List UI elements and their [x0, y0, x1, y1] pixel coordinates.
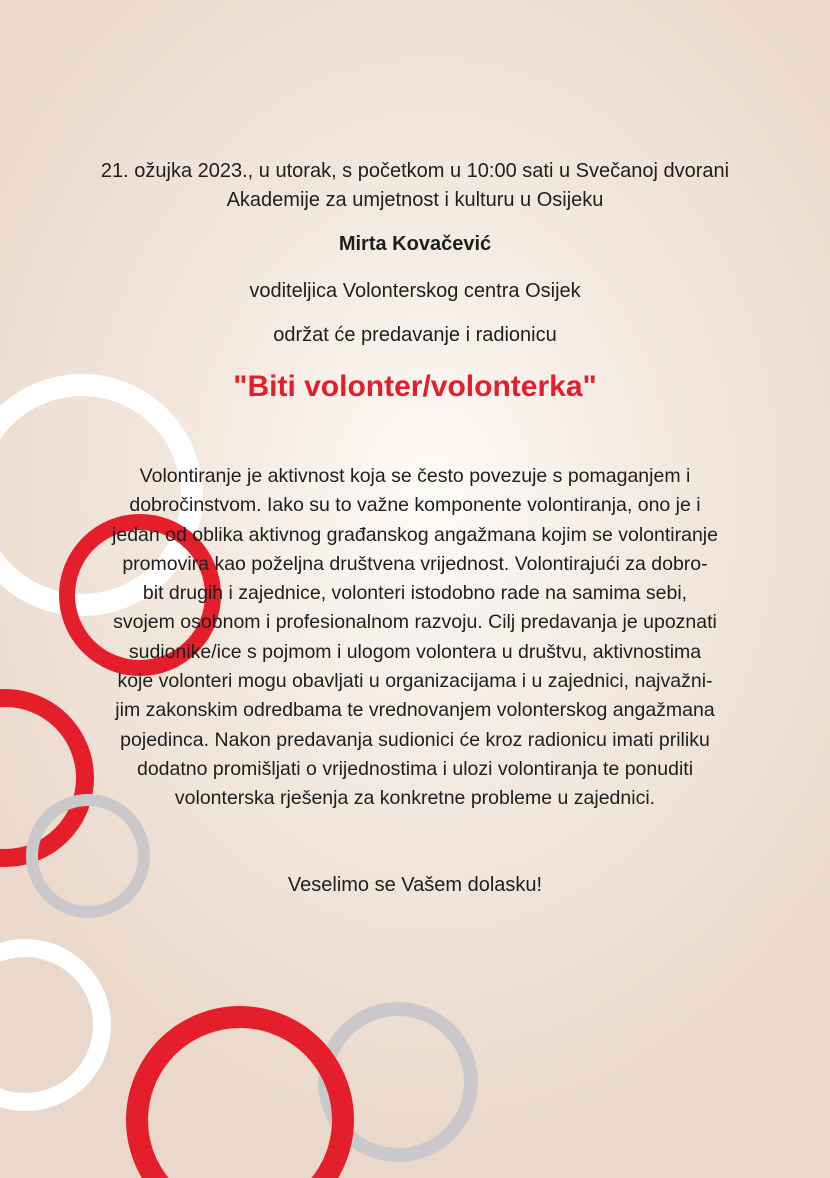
event-intro: održat će predavanje i radionicu [273, 324, 557, 346]
description-line: jim zakonskim odredbama te vrednovanjem volonterskog angažmana [115, 699, 715, 722]
description-line: volonterska rješenja za konkretne probleme u zajednici. [174, 787, 656, 810]
description-line: dobročinstvom. Iako su to važne komponente volontiranja, ono je i [129, 494, 701, 517]
description-line: bit drugih i zajednice, volonteri istodobno rade na samima sebi, [142, 582, 688, 605]
description-line: jedan od oblika aktivnog građanskog angažmana kojim se volontiranje [112, 523, 718, 546]
description-line: sudionike/ice s pojmom i ulogom volontera u društvu, aktivnostima [128, 640, 702, 663]
lecture-title: "Biti volonter/volonterka" [233, 370, 597, 403]
speaker-name: Mirta Kovačević [338, 233, 492, 255]
description-paragraph [60, 462, 770, 814]
event-venue-line: Akademije za umjetnost i kulturu u Osijeku [226, 189, 604, 211]
description-line: dodatno promišljati o vrijednostima i ulozi volontiranja te ponuditi [136, 757, 694, 780]
description-line: svojem osobnom i profesionalnom razvoju. Cilj predavanja je upoznati [113, 611, 717, 634]
event-date-line: 21. ožujka 2023., u utorak, s početkom u 10:00 sati u Svečanoj dvorani [100, 160, 730, 182]
speaker-role: voditeljica Volonterskog centra Osijek [249, 280, 581, 302]
description-line: koje volonteri mogu obavljati u organizacijama i u zajednici, najvažni- [117, 670, 713, 693]
closing-message: Veselimo se Vašem dolasku! [287, 874, 543, 896]
description-line: promovira kao poželjna društvena vrijednost. Volontirajući za dobro- [122, 552, 708, 575]
description-line: pojedinca. Nakon predavanja sudionici će kroz radionicu imati priliku [120, 728, 710, 751]
description-line: Volontiranje je aktivnost koja se često povezuje s pomaganjem i [139, 465, 691, 487]
